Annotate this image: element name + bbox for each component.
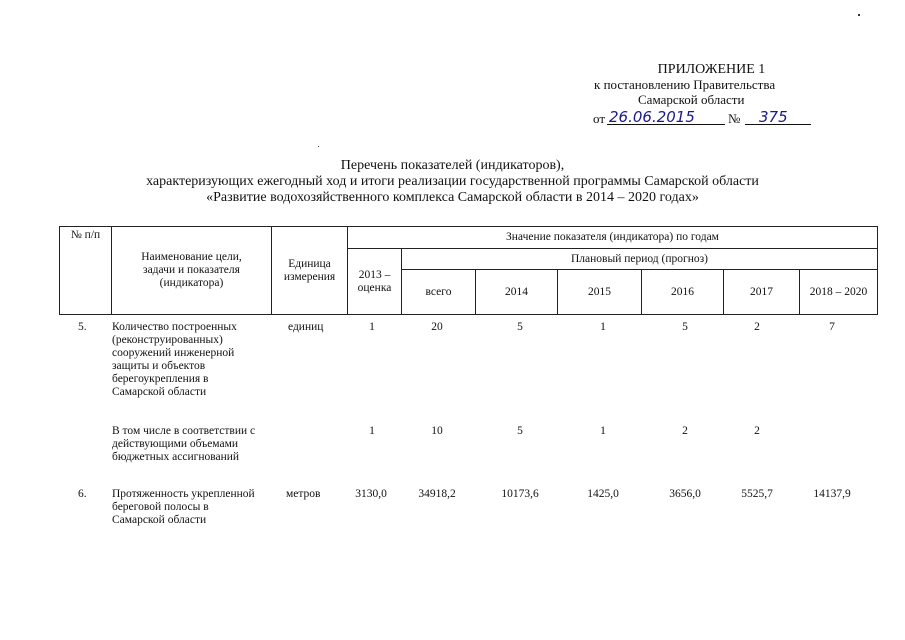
heading-line-1: Перечень показателей (индикаторов), <box>340 158 565 173</box>
row-total: 20 <box>431 321 443 333</box>
header-num-text: № п/п <box>70 229 101 241</box>
indicators-table-header <box>59 226 878 315</box>
header-2015: 2015 <box>558 270 642 315</box>
row-2014: 5 <box>517 425 523 437</box>
scan-speck <box>318 146 319 147</box>
row-2015: 1 <box>600 321 606 333</box>
row-estimate: 1 <box>369 321 375 333</box>
row-2017: 2 <box>754 321 760 333</box>
date-prefix: от <box>593 111 606 126</box>
header-num <box>60 227 112 315</box>
header-unit-text: Единица измерения <box>283 257 336 283</box>
row-2015: 1 <box>600 425 606 437</box>
row-unit: метров <box>286 488 321 500</box>
row-2014: 10173,6 <box>501 488 539 500</box>
header-name-text: Наименование цели, задачи и показателя (индикатора) <box>141 251 242 289</box>
header-total: всего <box>402 270 476 315</box>
row-num: 6. <box>78 488 87 500</box>
header-planned: Плановый период (прогноз) <box>402 249 878 270</box>
header-2017: 2017 <box>724 270 800 315</box>
header-2018-2020: 2018 – 2020 <box>800 270 878 315</box>
header-2016: 2016 <box>642 270 724 315</box>
row-total: 10 <box>431 425 443 437</box>
header-2014: 2014 <box>476 270 558 315</box>
row-unit: единиц <box>288 321 324 333</box>
handwritten-date: 26.06.2015 <box>609 108 695 126</box>
appendix-line-1: к постановлению Правительства <box>594 77 776 92</box>
row-2017: 2 <box>754 425 760 437</box>
heading-line-2: характеризующих ежегодный ход и итоги реализации государственной программы Самарской области <box>146 174 759 189</box>
row-estimate: 1 <box>369 425 375 437</box>
row-2017: 5525,7 <box>741 488 773 500</box>
row-2018-2020: 7 <box>829 321 835 333</box>
row-name: В том числе в соответствии с действующими объемами бюджетных ассигнований <box>112 425 256 463</box>
header-name <box>112 227 272 315</box>
date-underline <box>607 124 725 125</box>
header-estimate <box>348 249 402 315</box>
handwritten-number: 375 <box>759 108 788 126</box>
appendix-title: ПРИЛОЖЕНИЕ 1 <box>657 62 766 77</box>
row-total: 34918,2 <box>418 488 456 500</box>
row-2016: 3656,0 <box>669 488 701 500</box>
row-name: Количество построенных (реконструированных) сооружений инженерной защиты и объектов берегоукрепления в Самарской области <box>112 321 237 398</box>
scan-speck <box>858 14 860 16</box>
header-estimate-text: 2013 – оценка <box>357 268 392 294</box>
row-estimate: 3130,0 <box>355 488 387 500</box>
document-heading <box>0 158 905 206</box>
row-2016: 2 <box>682 425 688 437</box>
appendix-line-2: Самарской области <box>638 92 745 107</box>
number-prefix: № <box>728 111 741 126</box>
appendix-block <box>590 62 815 107</box>
row-2014: 5 <box>517 321 523 333</box>
row-2016: 5 <box>682 321 688 333</box>
header-unit <box>272 227 348 315</box>
number-underline <box>745 124 811 125</box>
heading-line-3: «Развитие водохозяйственного комплекса Самарской области в 2014 – 2020 годах» <box>206 190 699 205</box>
row-2018-2020: 14137,9 <box>813 488 851 500</box>
row-num: 5. <box>78 321 87 333</box>
row-name: Протяженность укрепленной береговой полосы в Самарской области <box>112 488 255 526</box>
header-values-group: Значение показателя (индикатора) по годам <box>348 227 878 249</box>
row-2015: 1425,0 <box>587 488 619 500</box>
date-number-row <box>591 108 813 128</box>
